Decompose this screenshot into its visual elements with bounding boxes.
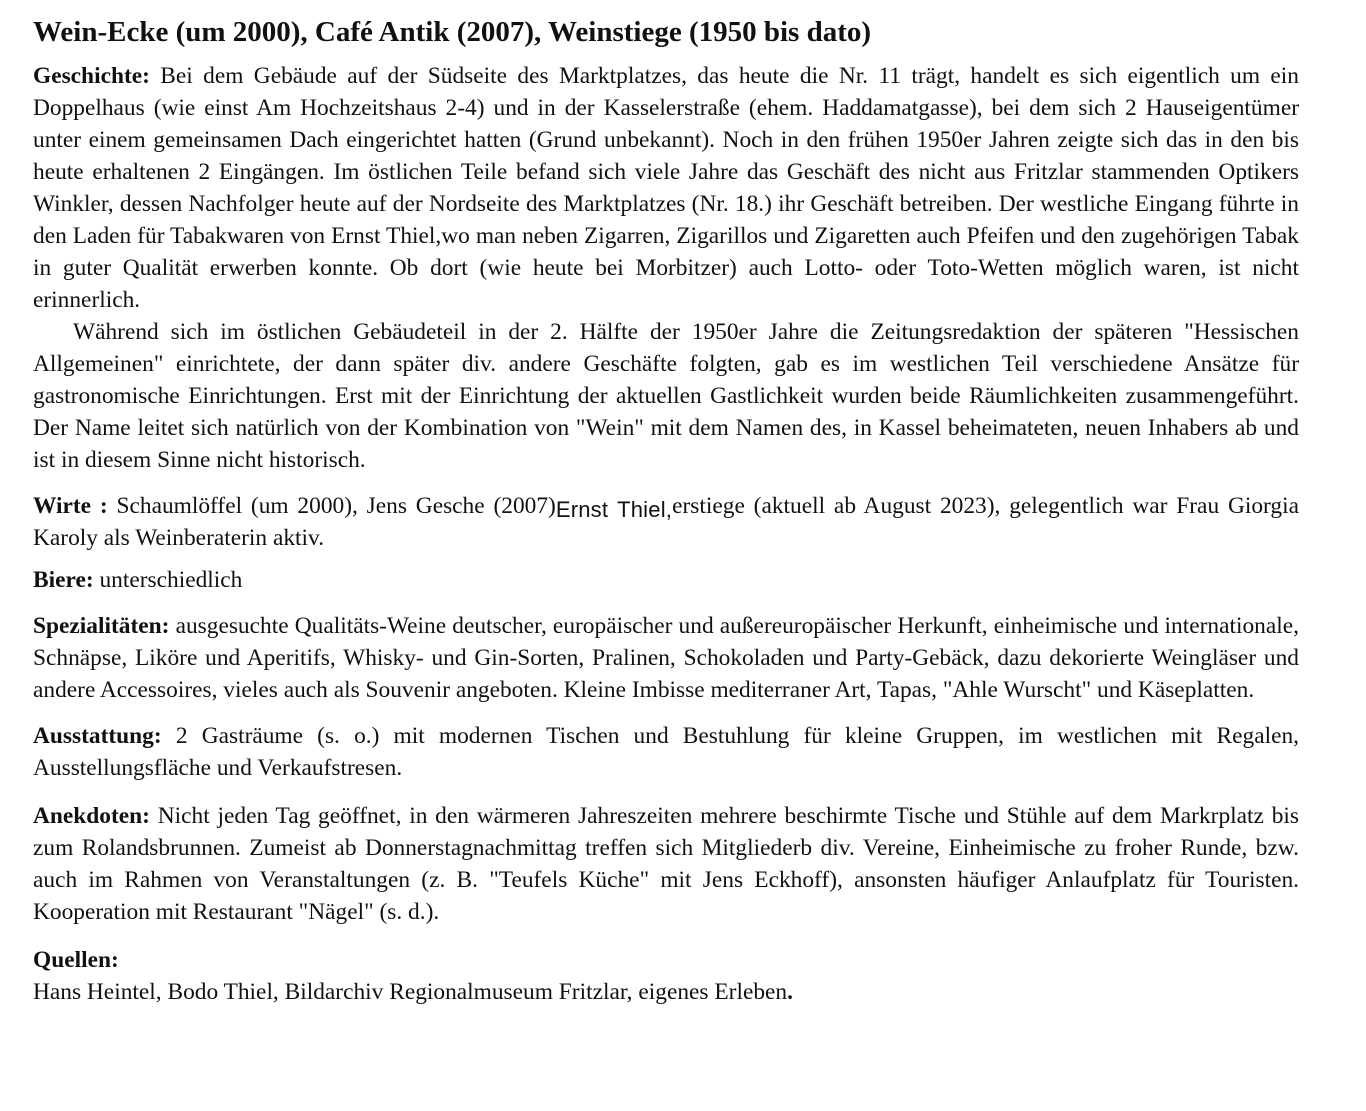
biere-text: unterschiedlich [93, 567, 243, 593]
quellen-text-wrap [33, 979, 793, 1005]
ausstattung-section [33, 720, 1299, 784]
ausstattung-text: 2 Gasträume (s. o.) mit modernen Tischen und Bestuhlung für kleine Gruppen, im westlichen mit Regalen, Ausstellungsfläche und Verkaufstresen. [33, 723, 1299, 781]
quellen-stop: . [787, 979, 793, 1005]
quellen-section [33, 944, 1299, 1008]
spezialitaeten-text: ausgesuchte Qualitäts-Weine deutscher, europäischer und außereuropäischer Herkunft, einheimische und internationale, Schnäpse, Liköre und Aperitifs, Whisky- und Gin-Sorten, Pralinen, Schokoladen und Party-Gebäck, dazu dekorierte Weingläser und andere Accessoires, vieles auch als Souvenir angeboten. Kleine Imbisse mediterraner Art, Tapas, "Ahle Wurscht" und Käseplatten. [33, 613, 1299, 703]
anekdoten-label: Anekdoten: [33, 803, 150, 829]
geschichte-section [33, 60, 1299, 316]
biere-section [33, 564, 1299, 596]
anekdoten-section [33, 800, 1299, 928]
quellen-label: Quellen: [33, 947, 119, 973]
geschichte-label: Geschichte: [33, 63, 150, 89]
biere-label: Biere: [33, 567, 94, 593]
page-title: Wein-Ecke (um 2000), Café Antik (2007), Weinstiege (1950 bis dato) [33, 16, 872, 48]
wirte-overlay-text: Ernst Thiel, [555, 497, 673, 522]
geschichte-paragraph-1: Bei dem Gebäude auf der Südseite des Marktplatzes, das heute die Nr. 11 trägt, handelt es sich eigentlich um ein Doppelhaus (wie einst Am Hochzeitshaus 2-4) und in der Kasselerstraße (ehem. Haddamatgasse), bei dem sich 2 Hauseigentümer unter einem gemeinsamen Dach eingerichtet hatten (Grund unbekannt). Noch in den frühen 1950er Jahren zeigte sich das in den bis heute erhaltenen 2 Eingängen. Im östlichen Teile befand sich viele Jahre das Geschäft des nicht aus Fritzlar stammenden Optikers Winkler, dessen Nachfolger heute auf der Nordseite des Marktplatzes (Nr. 18.) ihr Geschäft betreiben. Der westliche Eingang führte in den Laden für Tabakwaren von Ernst Thiel,wo man neben Zigarren, Zigarillos und Zigaretten auch Pfeifen und den zugehörigen Tabak in guter Qualität erwerben konnte. Ob dort (wie heute bei Morbitzer) auch Lotto- oder Toto-Wetten möglich waren, ist nicht erinnerlich. [33, 63, 1299, 313]
wirte-label: Wirte : [33, 493, 108, 519]
spezialitaeten-label: Spezialitäten: [33, 613, 170, 639]
wirte-text-before: Schaumlöffel (um 2000), Jens Gesche (2007) [107, 493, 556, 519]
quellen-text: Hans Heintel, Bodo Thiel, Bildarchiv Regionalmuseum Fritzlar, eigenes Erleben [33, 979, 788, 1005]
geschichte-paragraph-2: Während sich im östlichen Gebäudeteil in der 2. Hälfte der 1950er Jahre die Zeitungsredaktion der späteren "Hessischen Allgemeinen" einrichtete, der dann später div. andere Geschäfte folgten, gab es im westlichen Teil verschiedene Ansätze für gastronomische Einrichtungen. Erst mit der Einrichtung der aktuellen Gastlichkeit wurden beide Räumlichkeiten zusammengeführt. Der Name leitet sich natürlich von der Kombination von "Wein" mit dem Namen des, in Kassel beheimateten, neuen Inhabers ab und ist in diesem Sinne nicht historisch. [33, 319, 1299, 473]
spezialitaeten-section [33, 610, 1299, 706]
anekdoten-text: Nicht jeden Tag geöffnet, in den wärmeren Jahreszeiten mehrere beschirmte Tische und Stühle auf dem Markrplatz bis zum Rolandsbrunnen. Zumeist ab Donnerstagnachmittag treffen sich Mitgliederb div. Vereine, Einheimische zu froher Runde, bzw. auch im Rahmen von Veranstaltungen (z. B. "Teufels Küche" mit Jens Eckhoff), ansonsten häufiger Anlaufplatz für Touristen. Kooperation mit Restaurant "Nägel" (s. d.). [33, 803, 1299, 925]
wirte-text-after: erstiege (aktuell ab August 2023), gelegentlich war Frau Giorgia Karoly als Weinberaterin aktiv. [33, 493, 1299, 551]
wirte-section [33, 490, 1299, 554]
ausstattung-label: Ausstattung: [33, 723, 162, 749]
